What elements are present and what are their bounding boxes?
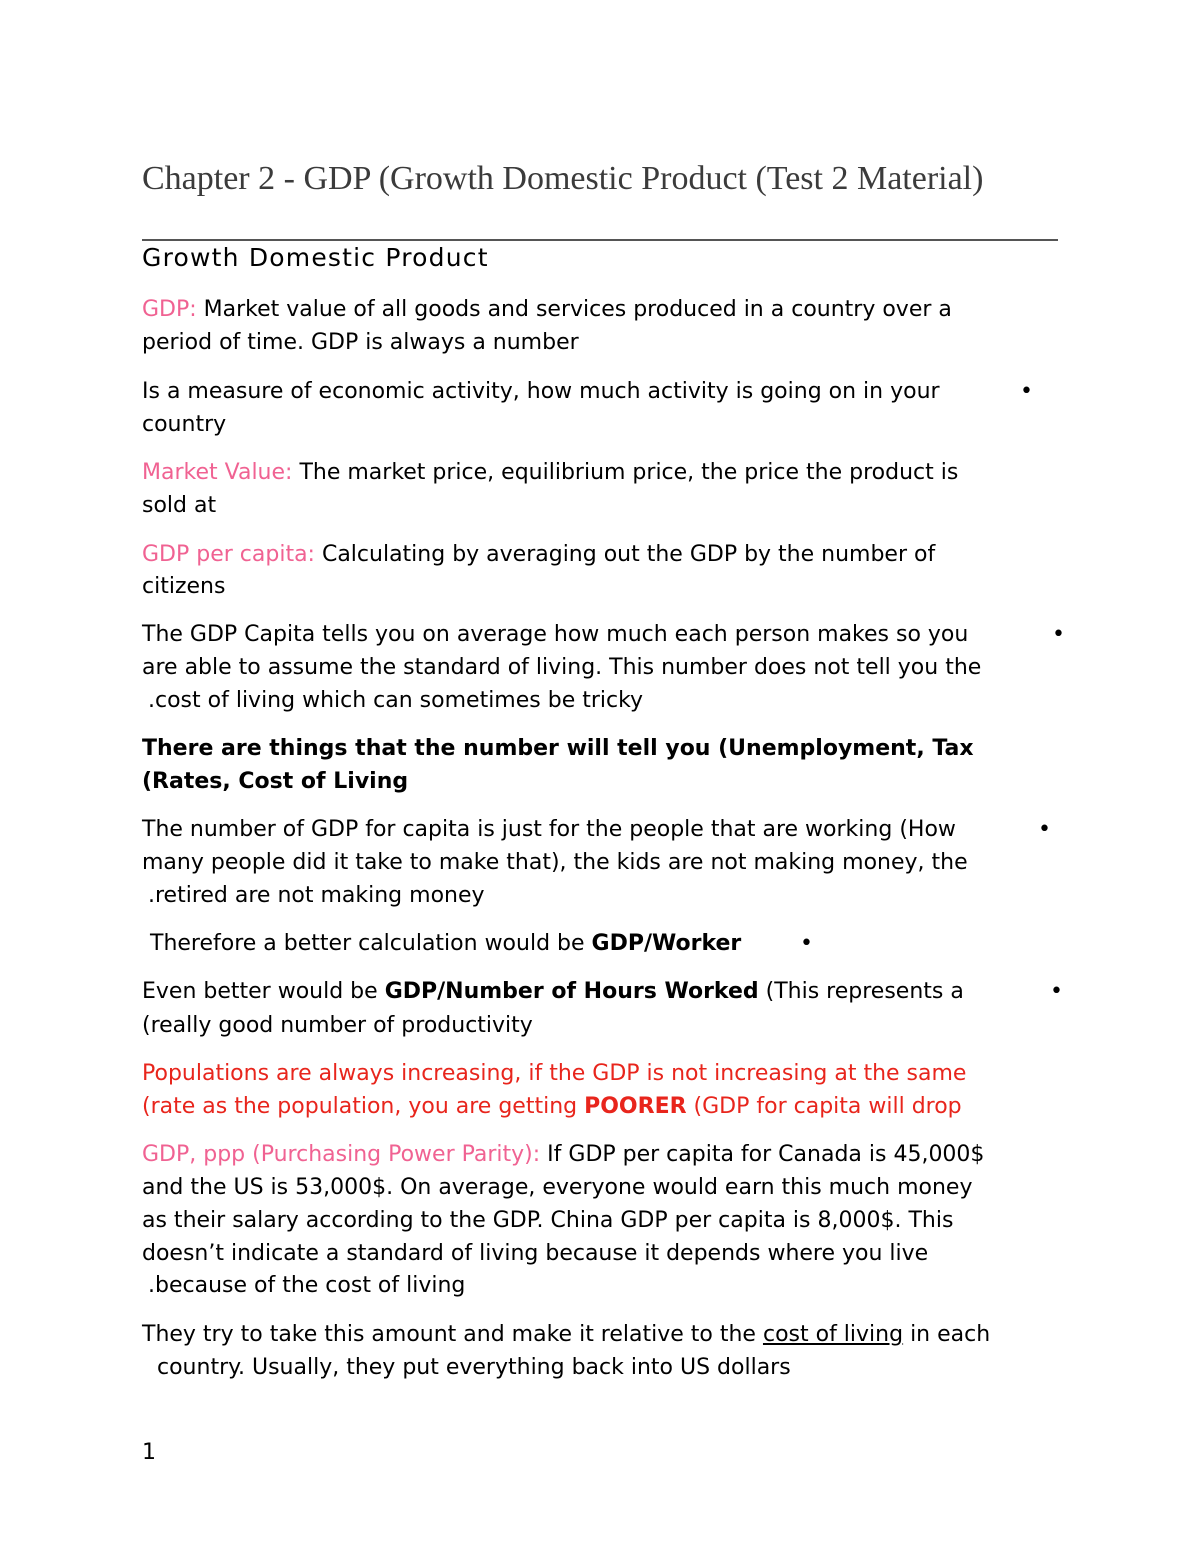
section-heading: Growth Domestic Product	[142, 243, 489, 272]
cost-of-living-underlined: cost of living	[762, 1322, 904, 1347]
bullet-even-better: •	[1050, 979, 1063, 1004]
number-of-gdp-line-3: .retired are not making money	[148, 883, 485, 908]
bullet-capita-tells: •	[1052, 622, 1065, 647]
title-rule	[142, 239, 1058, 241]
gdp-definition-line-1: GDP: Market value of all goods and services produced in a country over a	[142, 297, 952, 322]
therefore-line: Therefore a better calculation would be GDP/Worker	[150, 931, 742, 956]
relative-line-1: They try to take this amount and make it relative to the cost of living in each	[142, 1322, 991, 1347]
bullet-number-of-gdp: •	[1038, 817, 1051, 842]
capita-tells-line-1: The GDP Capita tells you on average how much each person makes so you	[142, 622, 969, 647]
term-gdp-per-capita: GDP per capita:	[142, 542, 315, 567]
term-market-value: Market Value:	[142, 460, 293, 485]
per-capita-line-2: citizens	[142, 574, 226, 599]
market-value-line-1: Market Value: The market price, equilibrium price, the price the product is	[142, 460, 959, 485]
number-of-gdp-line-2: many people did it take to make that), the kids are not making money, the	[142, 850, 968, 875]
relative-line-2: country. Usually, they put everything back into US dollars	[157, 1355, 791, 1380]
ppp-line-4: doesn’t indicate a standard of living because it depends where you live	[142, 1241, 929, 1266]
bullet-therefore: •	[800, 931, 813, 956]
market-value-line-2: sold at	[142, 493, 217, 518]
ppp-line-2: and the US is 53,000$. On average, everyone would earn this much money	[142, 1175, 973, 1200]
per-capita-line-1: GDP per capita: Calculating by averaging out the GDP by the number of	[142, 542, 936, 567]
term-gdp: GDP:	[142, 297, 197, 322]
gdp-worker-term: GDP/Worker	[591, 931, 742, 956]
document-title: Chapter 2 - GDP (Growth Domestic Product (Test 2 Material)	[142, 160, 984, 197]
capita-tells-line-3: .cost of living which can sometimes be tricky	[148, 688, 644, 713]
measure-line-2: country	[142, 412, 227, 437]
even-better-line-2: (really good number of productivity	[142, 1013, 533, 1038]
ppp-line-1: GDP, ppp (Purchasing Power Parity): If GDP per capita for Canada is 45,000$	[142, 1142, 985, 1167]
number-of-gdp-line-1: The number of GDP for capita is just for the people that are working (How	[142, 817, 956, 842]
ppp-line-3: as their salary according to the GDP. China GDP per capita is 8,000$. This	[142, 1208, 954, 1233]
bullet-measure: •	[1020, 379, 1033, 404]
populations-line-2: (rate as the population, you are getting POORER (GDP for capita will drop	[142, 1094, 962, 1119]
gdp-definition-line-2: period of time. GDP is always a number	[142, 330, 579, 355]
even-better-line-1: Even better would be GDP/Number of Hours Worked (This represents a	[142, 979, 964, 1004]
term-gdp-ppp: GDP, ppp (Purchasing Power Parity):	[142, 1142, 541, 1167]
gdp-hours-term: GDP/Number of Hours Worked	[384, 979, 759, 1004]
poorer-term: POORER	[584, 1094, 687, 1119]
things-line-2: (Rates, Cost of Living	[142, 769, 409, 794]
populations-line-1: Populations are always increasing, if the GDP is not increasing at the same	[142, 1061, 967, 1086]
measure-line-1: Is a measure of economic activity, how much activity is going on in your	[142, 379, 940, 404]
capita-tells-line-2: are able to assume the standard of living. This number does not tell you the	[142, 655, 982, 680]
page-number: 1	[142, 1440, 156, 1465]
things-line-1: There are things that the number will tell you (Unemployment, Tax	[142, 736, 974, 761]
ppp-line-5: .because of the cost of living	[148, 1273, 466, 1298]
